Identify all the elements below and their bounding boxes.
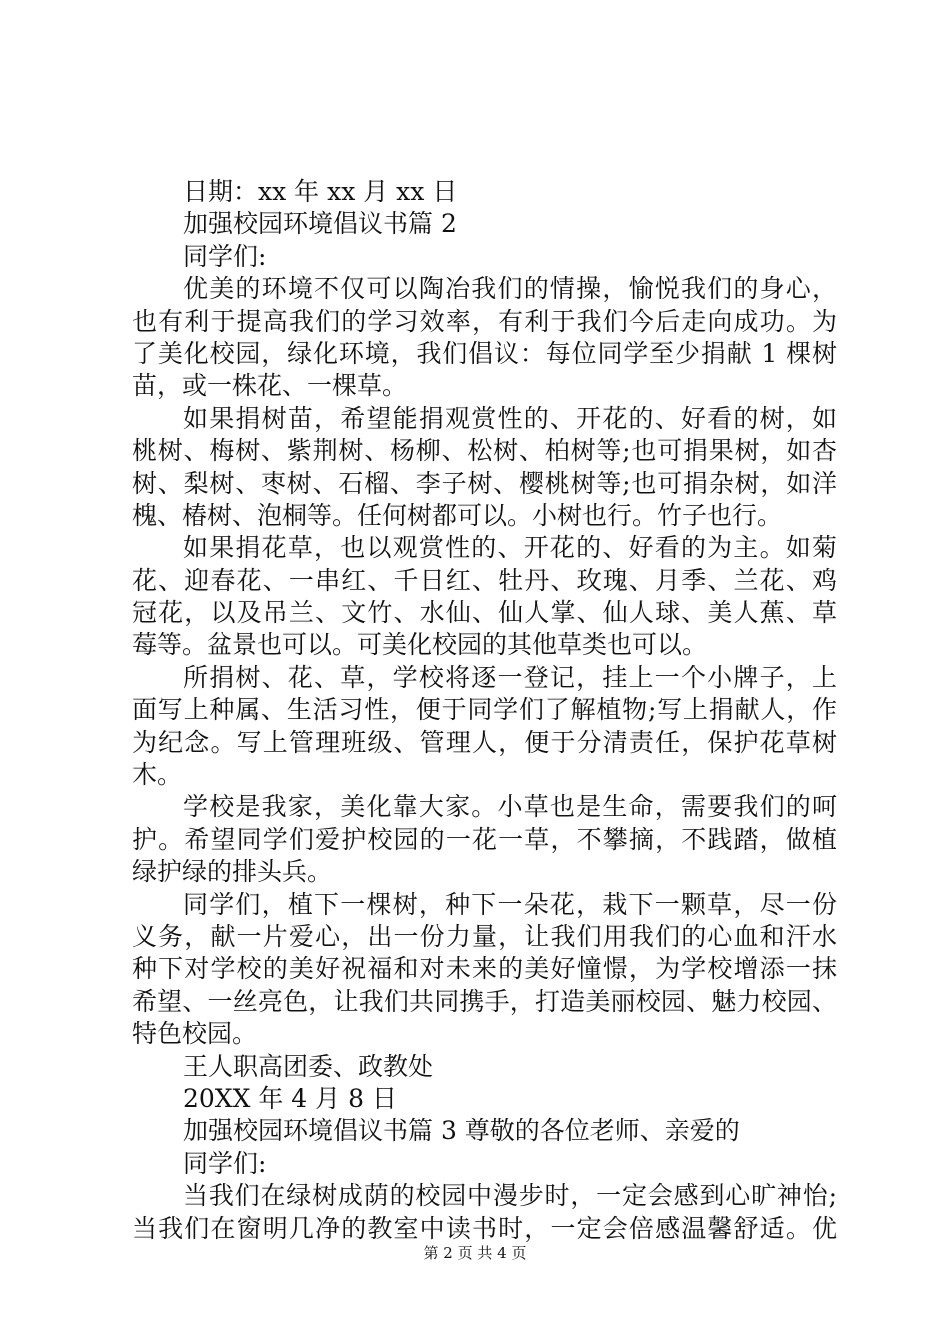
signature-date: 20XX 年 4 月 8 日 [183,1083,397,1113]
paragraph-line: 桃树、梅树、紫荆树、杨柳、松树、柏树等;也可捐果树，如杏 [132,436,837,466]
paragraph-line: 同学们，植下一棵树，种下一朵花，栽下一颗草，尽一份 [183,889,837,919]
paragraph-line: 花、迎春花、一串红、千日红、牡丹、玫瑰、月季、兰花、鸡 [132,565,837,595]
salutation: 同学们: [183,241,267,271]
paragraph-line: 树、梨树、枣树、石榴、李子树、樱桃树等;也可捐杂树，如洋 [132,468,837,498]
paragraph-line: 冠花，以及吊兰、文竹、水仙、仙人掌、仙人球、美人蕉、草 [132,598,837,628]
paragraph-line: 莓等。盆景也可以。可美化校园的其他草类也可以。 [132,630,708,660]
paragraph-line: 面写上种属、生活习性，便于同学们了解植物;写上捐献人，作 [132,695,837,725]
salutation: 同学们: [183,1148,267,1178]
paragraph-line: 护。希望同学们爱护校园的一花一草，不攀摘，不践踏，做植 [132,824,837,854]
paragraph-line: 为纪念。写上管理班级、管理人，便于分清责任，保护花草树 [132,727,837,757]
paragraph-line: 希望、一丝亮色，让我们共同携手，打造美丽校园、魅力校园、 [132,986,837,1016]
paragraph-line: 绿护绿的排头兵。 [132,857,333,887]
paragraph-line: 学校是我家，美化靠大家。小草也是生命，需要我们的呵 [183,792,837,822]
paragraph-line: 了美化校园，绿化环境，我们倡议：每位同学至少捐献 1 棵树 [132,338,837,368]
paragraph-line: 也有利于提高我们的学习效率，有利于我们今后走向成功。为 [132,306,837,336]
paragraph-line: 优美的环境不仅可以陶冶我们的情操，愉悦我们的身心， [183,274,837,304]
paragraph-line: 种下对学校的美好祝福和对未来的美好憧憬，为学校增添一抹 [132,954,837,984]
paragraph-line: 当我们在绿树成荫的校园中漫步时，一定会感到心旷神怡; [183,1181,837,1211]
paragraph-line: 如果捐树苗，希望能捐观赏性的、开花的、好看的树，如 [183,403,837,433]
paragraph-line: 如果捐花草，也以观赏性的、开花的、好看的为主。如菊 [183,533,837,563]
section-heading-2: 加强校园环境倡议书篇 2 [183,209,457,239]
section-heading-3: 加强校园环境倡议书篇 3 尊敬的各位老师、亲爱的 [183,1116,740,1146]
signature-org: 王人职高团委、政教处 [183,1051,434,1081]
paragraph-line: 所捐树、花、草，学校将逐一登记，挂上一个小牌子，上 [183,662,837,692]
document-body [132,176,837,1245]
paragraph-line: 槐、椿树、泡桐等。任何树都可以。小树也行。竹子也行。 [132,500,783,530]
paragraph-line: 木。 [132,760,183,790]
date-line: 日期：xx 年 xx 月 xx 日 [183,177,458,206]
paragraph-line: 苗，或一株花、一棵草。 [132,371,408,401]
paragraph-line: 当我们在窗明几净的教室中读书时，一定会倍感温馨舒适。优 [132,1213,837,1243]
paragraph-line: 义务，献一片爱心，出一份力量，让我们用我们的心血和汗水 [132,921,837,951]
page-footer: 第 2 页 共 4 页 [423,1244,527,1262]
paragraph-line: 特色校园。 [132,1019,258,1049]
